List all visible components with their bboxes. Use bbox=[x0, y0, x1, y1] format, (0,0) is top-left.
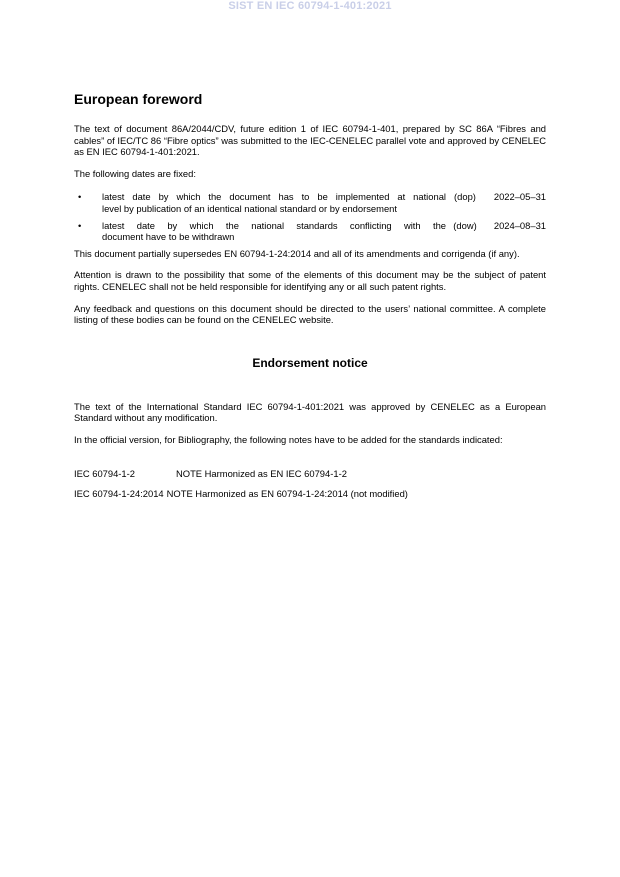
note-ref: IEC 60794-1-2 bbox=[74, 467, 135, 479]
attention-paragraph: Attention is drawn to the possibility that some of the elements of this document may be the subject of patent rights. CENELEC shall not be held responsible for identifying any or all such patent rights. bbox=[74, 269, 546, 292]
dates-intro: The following dates are fixed: bbox=[74, 167, 196, 179]
list-item bbox=[74, 220, 546, 243]
bibliography-note bbox=[74, 468, 546, 480]
note-text: NOTE Harmonized as EN IEC 60794-1-2 bbox=[176, 467, 347, 479]
watermark: SIST EN IEC 60794-1-401:2021 bbox=[228, 0, 392, 12]
dop-description-line2: level by publication of an identical national standard or by endorsement bbox=[102, 202, 397, 214]
supersedes-paragraph: This document partially supersedes EN 60794-1-24:2014 and all of its amendments and corrigenda (if any). bbox=[74, 247, 520, 259]
endorsement-heading: Endorsement notice bbox=[252, 355, 368, 370]
note-ref: IEC 60794-1-24:2014 bbox=[74, 488, 164, 500]
dow-abbr: (dow) bbox=[453, 219, 477, 231]
bibliography-note bbox=[74, 488, 546, 500]
list-item bbox=[74, 191, 546, 214]
bibliography-paragraph: In the official version, for Bibliography, the following notes have to be added for the standards indicated: bbox=[74, 433, 503, 445]
dow-description-line2: document have to be withdrawn bbox=[102, 231, 235, 243]
bullet-icon: • bbox=[78, 191, 82, 203]
document-body bbox=[74, 90, 546, 509]
dow-date: 2024–08–31 bbox=[493, 219, 546, 231]
dow-description-line1: latest date by which the national standards conflicting with the bbox=[102, 219, 446, 231]
endorsement-approved: The text of the International Standard IEC 60794-1-401:2021 was approved by CENELEC as a European Standard without any modification. bbox=[74, 400, 546, 424]
foreword-intro: The text of document 86A/2044/CDV, future edition 1 of IEC 60794-1-401, prepared by SC 86A “Fibres and cables” of IEC/TC 86 “Fibre optics” was submitted to the IEC-CENELEC parallel vote and approved by CENELEC as EN IEC 60794-1-401:2021. bbox=[74, 123, 546, 158]
foreword-heading: European foreword bbox=[74, 91, 203, 107]
dop-abbr: (dop) bbox=[454, 191, 476, 203]
dates-list bbox=[74, 191, 546, 242]
bullet-icon: • bbox=[78, 219, 82, 231]
feedback-paragraph: Any feedback and questions on this document should be directed to the users’ national committee. A complete listing of these bodies can be found on the CENELEC website. bbox=[74, 302, 546, 326]
note-text: NOTE Harmonized as EN 60794-1-24:2014 (not modified) bbox=[166, 488, 408, 500]
dop-date: 2022–05–31 bbox=[493, 191, 546, 203]
dop-description-line1: latest date by which the document has to be implemented at national bbox=[102, 191, 446, 203]
